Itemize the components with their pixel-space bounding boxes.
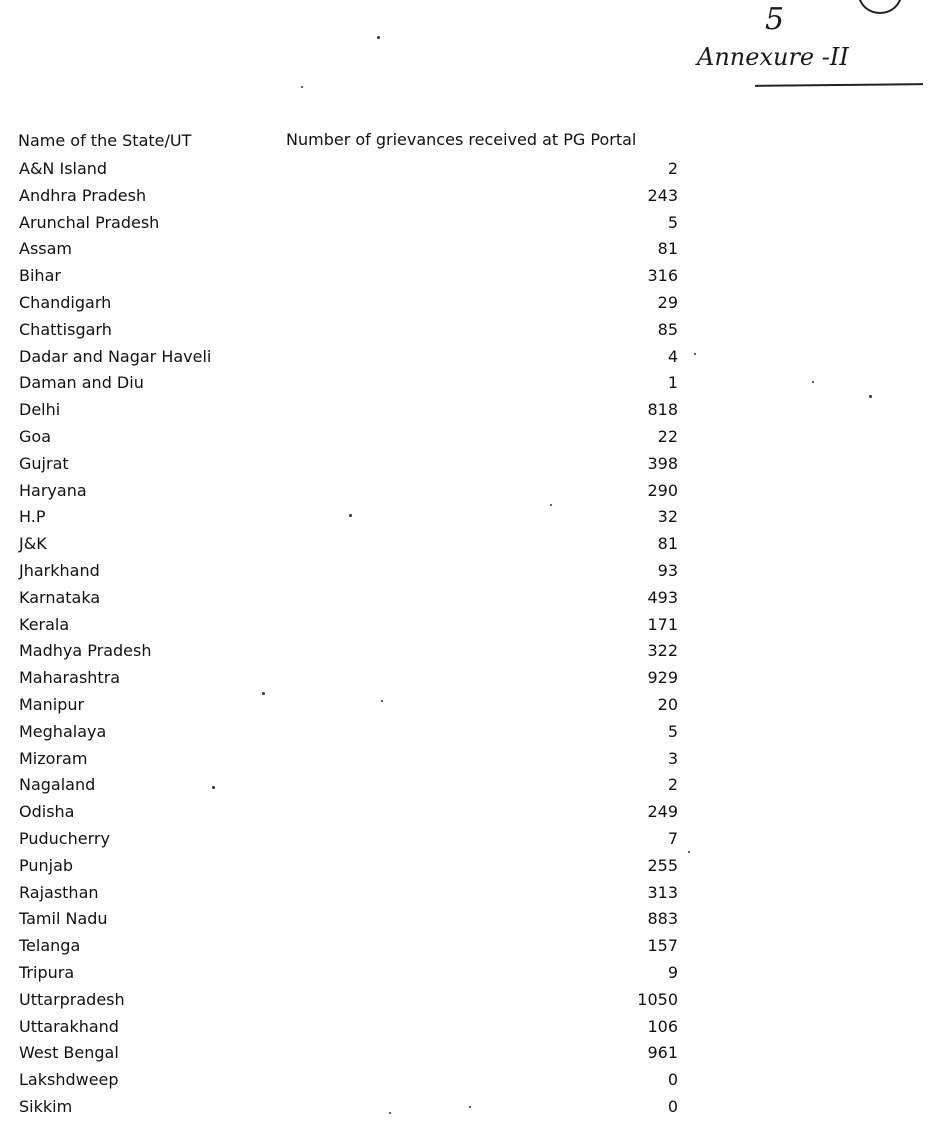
grievance-count: 322 — [647, 641, 678, 661]
grievance-count: 313 — [647, 882, 678, 902]
grievance-count: 961 — [647, 1043, 678, 1063]
table-row — [0, 371, 928, 398]
table-row — [0, 827, 928, 854]
grievance-count: 5 — [667, 212, 678, 232]
state-name: Manipur — [19, 694, 85, 714]
state-name: Haryana — [19, 480, 87, 500]
grievance-count: 93 — [657, 560, 678, 580]
grievance-count: 7 — [667, 828, 678, 848]
grievance-count: 2 — [667, 775, 678, 795]
grievance-count: 1050 — [637, 989, 678, 1009]
table-row — [0, 318, 928, 345]
grievance-table-body — [0, 157, 928, 1122]
state-name: Bihar — [19, 266, 61, 286]
state-name: Dadar and Nagar Haveli — [19, 346, 212, 366]
table-row — [0, 1015, 928, 1042]
state-name: A&N Island — [19, 159, 108, 178]
grievance-count: 883 — [647, 909, 678, 929]
table-row — [0, 961, 928, 988]
table-row — [0, 479, 928, 506]
grievance-count: 5 — [667, 721, 678, 741]
state-name: Madhya Pradesh — [19, 641, 152, 661]
table-row — [0, 398, 928, 425]
handwritten-circle-mark — [858, 0, 902, 14]
table-row — [0, 291, 928, 318]
grievance-count: 171 — [647, 614, 678, 634]
table-row — [0, 1041, 928, 1068]
scan-speck — [377, 36, 380, 39]
table-row — [0, 532, 928, 559]
annexure-underline — [755, 83, 923, 87]
table-row — [0, 720, 928, 747]
state-name: Mizoram — [19, 748, 88, 768]
table-row — [0, 693, 928, 720]
state-name: Assam — [19, 239, 73, 259]
grievance-count: 290 — [647, 480, 678, 500]
table-row — [0, 1095, 928, 1122]
state-name: Lakshdweep — [19, 1070, 119, 1090]
table-row — [0, 907, 928, 934]
table-row — [0, 425, 928, 452]
table-row — [0, 157, 928, 184]
grievance-count: 85 — [657, 319, 678, 339]
state-name: Tamil Nadu — [19, 909, 108, 929]
grievance-count: 20 — [657, 694, 678, 714]
grievance-count: 81 — [657, 239, 678, 259]
state-name: Arunchal Pradesh — [19, 212, 160, 232]
table-row — [0, 934, 928, 961]
table-row — [0, 1068, 928, 1095]
state-name: Kerala — [19, 614, 70, 634]
state-name: Puducherry — [19, 828, 110, 848]
column-header-state: Name of the State/UT — [18, 131, 192, 150]
state-name: Daman and Diu — [19, 373, 144, 393]
grievance-count: 0 — [667, 1096, 678, 1116]
state-name: Telanga — [19, 936, 81, 956]
table-row — [0, 666, 928, 693]
table-row — [0, 773, 928, 800]
state-name: Karnataka — [19, 587, 101, 607]
state-name: Tripura — [19, 962, 75, 982]
state-name: Uttarakhand — [19, 1016, 119, 1036]
table-row — [0, 452, 928, 479]
table-row — [0, 854, 928, 881]
grievance-count: 243 — [647, 185, 678, 205]
state-name: Goa — [19, 426, 51, 446]
grievance-count: 255 — [647, 855, 678, 875]
grievance-count: 81 — [657, 534, 678, 554]
state-name: Jharkhand — [19, 560, 100, 580]
state-name: Andhra Pradesh — [19, 185, 147, 205]
scan-speck — [301, 86, 303, 88]
grievance-count: 0 — [667, 1070, 678, 1090]
table-row — [0, 800, 928, 827]
handwritten-page-number: 5 — [765, 2, 785, 37]
grievance-count: 3 — [667, 748, 678, 768]
state-name: Chandigarh — [19, 292, 112, 312]
table-row — [0, 211, 928, 238]
grievance-count: 9 — [667, 962, 678, 982]
annexure-label: Annexure -II — [697, 43, 849, 71]
state-name: J&K — [19, 534, 47, 554]
grievance-count: 929 — [647, 668, 678, 688]
state-name: Odisha — [19, 802, 75, 822]
grievance-count: 493 — [647, 587, 678, 607]
grievance-count: 249 — [647, 802, 678, 822]
grievance-count: 2 — [667, 159, 678, 178]
table-row — [0, 747, 928, 774]
grievance-count: 4 — [667, 346, 678, 366]
table-row — [0, 639, 928, 666]
grievance-count: 29 — [657, 292, 678, 312]
grievance-count: 106 — [647, 1016, 678, 1036]
table-row — [0, 345, 928, 372]
table-row — [0, 988, 928, 1015]
table-row — [0, 559, 928, 586]
grievance-count: 316 — [647, 266, 678, 286]
state-name: Rajasthan — [19, 882, 99, 902]
grievance-count: 1 — [667, 373, 678, 393]
grievance-count: 32 — [657, 507, 678, 527]
state-name: West Bengal — [19, 1043, 119, 1063]
grievance-count: 398 — [647, 453, 678, 473]
state-name: Uttarpradesh — [19, 989, 125, 1009]
column-header-grievance-count: Number of grievances received at PG Portal — [286, 130, 637, 149]
state-name: Delhi — [19, 400, 61, 420]
grievance-count: 22 — [657, 426, 678, 446]
state-name: Sikkim — [19, 1096, 73, 1116]
table-row — [0, 505, 928, 532]
state-name: Meghalaya — [19, 721, 107, 741]
table-row — [0, 881, 928, 908]
grievance-count: 818 — [647, 400, 678, 420]
state-name: Chattisgarh — [19, 319, 112, 339]
table-row — [0, 264, 928, 291]
table-row — [0, 237, 928, 264]
state-name: Gujrat — [19, 453, 69, 473]
table-row — [0, 613, 928, 640]
state-name: H.P — [19, 507, 46, 527]
grievance-count: 157 — [647, 936, 678, 956]
state-name: Punjab — [19, 855, 74, 875]
table-row — [0, 184, 928, 211]
table-row — [0, 586, 928, 613]
state-name: Maharashtra — [19, 668, 121, 688]
state-name: Nagaland — [19, 775, 96, 795]
